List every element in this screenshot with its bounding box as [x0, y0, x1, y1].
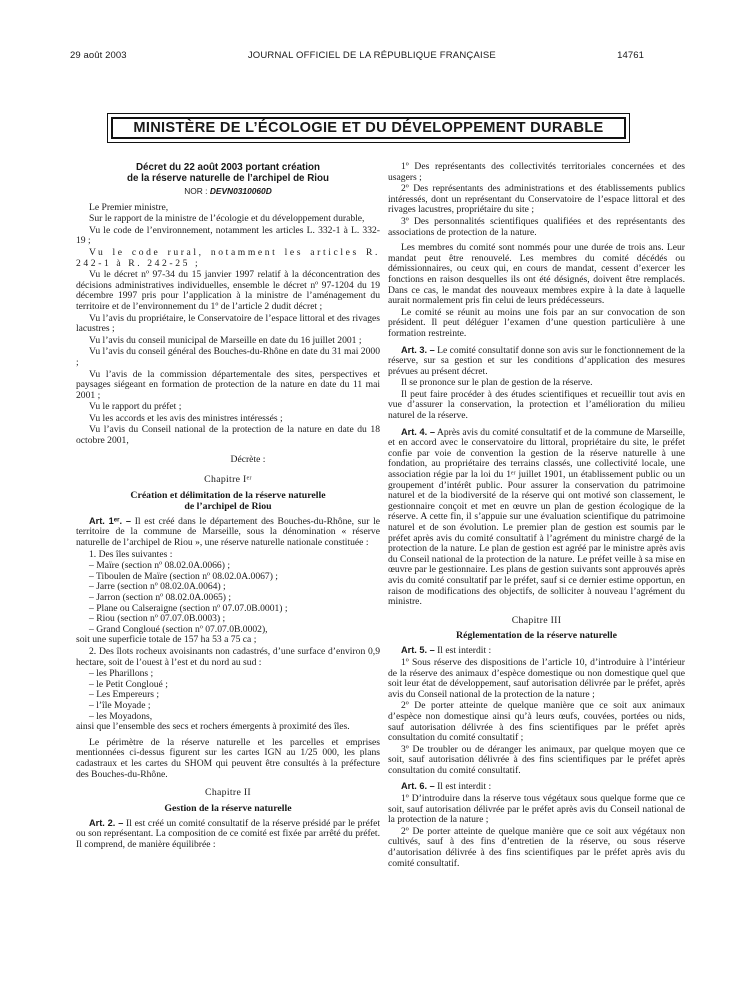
chapter-heading: Chapitre II — [204, 787, 251, 799]
chapter-title: Gestion de la réserve naturelle — [164, 802, 292, 814]
preamble-paragraph: Vu le rapport du préfet ; — [89, 401, 182, 413]
chapter-title-line-2: de l’archipel de Riou — [184, 500, 272, 512]
article-4 — [388, 427, 685, 608]
article-text: Après avis du comité consultatif et de la commune de Marseille, et en accord avec le conservatoire du littoral, propriétaire du site, le préfet confie par voie de convention la gestion de la réserve naturelle à une fondation, au propriétaire des terrains classés, une collectivité locale, une association régie par la loi du 1ᵉʳ juillet 1901, un établissement public ou un groupement d’intérêt public. Pour assurer la conservation du patrimoine naturel et de la biodiversité de la réserve qui ont motivé son classement, le gestionnaire conçoit et met en œuvre un plan de gestion écologique de la réserve. A cette fin, il s’appuie sur une évaluation scientifique du patrimoine naturel et de son évolution. Le premier plan de gestion est soumis par le préfet après avis du comité consultatif à l’agrément du ministre chargé de la protection de la nature. Le plan de gestion est agréé par le ministre après avis du Conseil national de la protection de la nature. Le préfet veille à sa mise en œuvre par le gestionnaire. Les plans de gestion suivants sont approuvés après avis du comité consultatif par le préfet, sauf si ce dernier estime opportun, en raison de modifications des objectifs, de solliciter à nouveau l’agrément du ministre. — [388, 426, 686, 608]
list-item: – le Petit Congloué ; — [89, 678, 168, 690]
preamble-paragraph: Sur le rapport de la ministre de l’écologie et du développement durable, — [89, 213, 365, 225]
article-3-paragraph: Il se prononce sur le plan de gestion de la réserve. — [401, 377, 593, 389]
article-text: Il est interdit : — [437, 781, 492, 793]
article-5 — [388, 645, 685, 657]
issue-date: 29 août 2003 — [70, 50, 127, 61]
article-5-item: 2º De porter atteinte de quelque manière que ce soit aux animaux d’espèce non domestique ainsi qu’à leurs œufs, couvées, portées ou nids, sauf autorisation délivrée à des fins scientifiques par le préfet après consultation du comité consultatif ; — [388, 700, 685, 744]
list-item: – Jarron (section nº 08.02.0A.0065) ; — [89, 592, 232, 603]
right-column — [388, 162, 685, 870]
article-label: Art. 1ᵉʳ. – — [89, 515, 132, 526]
committee-item: 2º Des représentants des administrations et des établissements publics intéressés, dont un représentant du Conservatoire de l’espace littoral et des rivages lacustres, propriétaire du site ; — [388, 183, 685, 216]
preamble-paragraph: Vu les accords et les avis des ministres intéressés ; — [89, 412, 283, 424]
article-label: Art. 6. – — [401, 781, 435, 792]
preamble-paragraph: Vu le code rural, notamment les articles R. 242-1 à R. 242-25 ; — [76, 246, 380, 269]
chapter-title-line-1: Création et délimitation de la réserve naturelle — [130, 489, 326, 501]
chapter-title: Réglementation de la réserve naturelle — [456, 630, 617, 642]
list-item: – Plane ou Calseraigne (section nº 07.07.0B.0001) ; — [89, 602, 288, 614]
article-label: Art. 3. – — [401, 344, 435, 355]
list-item: – Jarre (section nº 08.02.0A.0064) ; — [89, 581, 226, 593]
article-text: Le comité consultatif donne son avis sur le fonctionnement de la réserve, sur sa gestion et sur les conditions d’application des mesures prévues au présent décret. — [388, 344, 685, 377]
article-text: Il est créé dans le département des Bouches-du-Rhône, sur le territoire de la commune de Marseille, sous la dénomination « réserve naturelle de l’archipel de Riou », une réserve naturelle nationale constituée : — [76, 515, 381, 549]
article-3 — [388, 345, 685, 378]
members-paragraph: Les membres du comité sont nommés pour une durée de trois ans. Leur mandat peut être renouvelé. Les membres du comité décédés ou démissionnaires, ou ceux qui, en cours de mandat, cessent d’exercer les fonctions en raison desquelles ils ont été désignés, doivent être remplacés. Dans ce cas, le mandat des nouveaux membres expire à la date à laquelle aurait normalement pris fin celui de leurs prédécesseurs. — [388, 242, 685, 307]
committee-item: 3º Des personnalités scientifiques qualifiées et des représentants des associations de protection de la nature. — [388, 215, 685, 238]
chapter-heading: Chapitre Iᵉʳ — [204, 474, 252, 486]
preamble-paragraph: Vu l’avis de la commission départementale des sites, perspectives et paysages siégeant en formation de protection de la nature en date du 11 mai 2001 ; — [76, 368, 380, 401]
page-number: 14761 — [617, 50, 644, 61]
article-3-paragraph: Il peut faire procéder à des études scientifiques et recueillir tout avis en vue d’assurer la conservation, la protection et l’amélioration du milieu naturel de la réserve. — [388, 388, 685, 422]
article-label: Art. 4. – — [401, 426, 435, 437]
islets-intro: 2. Des îlots rocheux avoisinants non cadastrés, d’une surface d’environ 0,9 hectare, soit de l’ouest à l’est et du nord au sud : — [76, 645, 380, 668]
preamble-paragraph: Le Premier ministre, — [89, 201, 169, 213]
article-5-item: 3º De troubler ou de déranger les animaux, par quelque moyen que ce soit, sauf autorisation délivrée à des fins scientifiques par le préfet après consultation du comité consultatif. — [388, 743, 685, 776]
preamble-paragraph: Vu le code de l’environnement, notamment les articles L. 332-1 à L. 332-19 ; — [76, 224, 380, 247]
preamble-paragraph: Vu l’avis du conseil municipal de Marseille en date du 16 juillet 2001 ; — [89, 334, 362, 346]
chapter-title — [76, 490, 380, 512]
running-header — [70, 50, 644, 61]
journal-title: JOURNAL OFFICIEL DE LA RÉPUBLIQUE FRANÇAISE — [247, 50, 496, 61]
ministry-banner — [107, 113, 630, 143]
list-item: – Riou (section nº 07.07.0B.0003) ; — [89, 613, 226, 625]
article-6-item: 1º D’introduire dans la réserve tous végétaux sous quelque forme que ce soit, sauf autorisation délivrée par le préfet après avis du Conseil national de la protection de la nature ; — [388, 793, 685, 826]
chapter-heading: Chapitre III — [511, 614, 562, 626]
islets-end: ainsi que l’ensemble des secs et rochers émergents à proximité des îles. — [76, 721, 350, 733]
decree-title — [76, 162, 380, 184]
list-item: – Les Empereurs ; — [89, 689, 160, 701]
preamble-paragraph: Vu l’avis du Conseil national de la protection de la nature en date du 18 octobre 2001, — [76, 424, 380, 447]
article-1 — [76, 516, 380, 549]
surface-line: soit une superficie totale de 157 ha 53 a 75 ca ; — [76, 634, 257, 646]
list-item: – Maïre (section nº 08.02.0A.0066) ; — [89, 560, 230, 572]
isles-intro: 1. Des îles suivantes : — [89, 548, 173, 560]
committee-item: 1º Des représentants des collectivités territoriales concernées et des usagers ; — [388, 161, 685, 183]
perimeter-paragraph: Le périmètre de la réserve naturelle et les parcelles et emprises mentionnées ci-dessus figurent sur les cartes IGN au 1/25 000, les plans cadastraux et les cartes du SHOM qui peuvent être consultés à la préfecture des Bouches-du-Rhône. — [76, 736, 380, 780]
list-item: – l’île Moyade ; — [89, 699, 151, 711]
nor-reference — [76, 186, 380, 197]
preamble-paragraph: Vu l’avis du conseil général des Bouches-du-Rhône en date du 31 mai 2000 ; — [76, 346, 380, 368]
article-label: Art. 2. – — [89, 817, 124, 828]
decree-title-line-2: de la réserve naturelle de l’archipel de Riou — [126, 173, 329, 184]
article-text: Il est interdit : — [437, 645, 492, 657]
list-item: – les Moyadons, — [89, 710, 153, 722]
ministry-title: MINISTÈRE DE L’ÉCOLOGIE ET DU DÉVELOPPEMENT DURABLE — [133, 120, 604, 136]
article-5-item: 1º Sous réserve des dispositions de l’article 10, d’introduire à l’intérieur de la réserve des animaux d’espèce domestique ou non domestique quel que soit leur état de développement, sauf autorisation délivrée par le préfet, après avis du Conseil national de la protection de la nature ; — [388, 656, 685, 700]
article-6 — [388, 781, 685, 793]
nor-code: DEVN0310060D — [209, 186, 272, 196]
nor-label: NOR : — [184, 186, 208, 196]
list-item: – les Pharillons ; — [89, 668, 154, 680]
article-label: Art. 5. – — [401, 645, 435, 656]
decree-title-line-1: Décret du 22 août 2003 portant création — [135, 162, 321, 173]
decrete-line: Décrète : — [230, 453, 266, 465]
left-column — [76, 162, 380, 851]
preamble-paragraph: Vu l’avis du propriétaire, le Conservatoire de l’espace littoral et des rivages lacustres ; — [76, 312, 380, 335]
preamble-paragraph: Vu le décret nº 97-34 du 15 janvier 1997 relatif à la déconcentration des décisions administratives individuelles, ensemble le décret nº 97-1204 du 19 décembre 1997 pris pour l’application à la ministre de l’aménagement du territoire et de l’environnement du 1º de l’article 2 dudit décret ; — [76, 269, 380, 312]
list-item: – Grand Congloué (section nº 07.07.0B.0002), — [89, 623, 268, 635]
article-6-item: 2º De porter atteinte de quelque manière que ce soit aux végétaux non cultivés, sauf à des fins d’entretien de la réserve, ou sous réserve d’autorisation délivrée à des fins scientifiques par le préfet après avis du comité consultatif. — [388, 825, 685, 869]
meeting-paragraph: Le comité se réunit au moins une fois par an sur convocation de son président. Il peut déléguer l’examen d’une question particulière à une formation restreinte. — [388, 306, 685, 339]
list-item: – Tiboulen de Maïre (section nº 08.02.0A.0067) ; — [89, 570, 278, 582]
article-2 — [76, 818, 380, 851]
article-text: Il est créé un comité consultatif de la réserve présidé par le préfet ou son représentant. La composition de ce comité est fixée par arrêté du préfet. Il comprend, de manière équilibrée : — [76, 817, 380, 850]
